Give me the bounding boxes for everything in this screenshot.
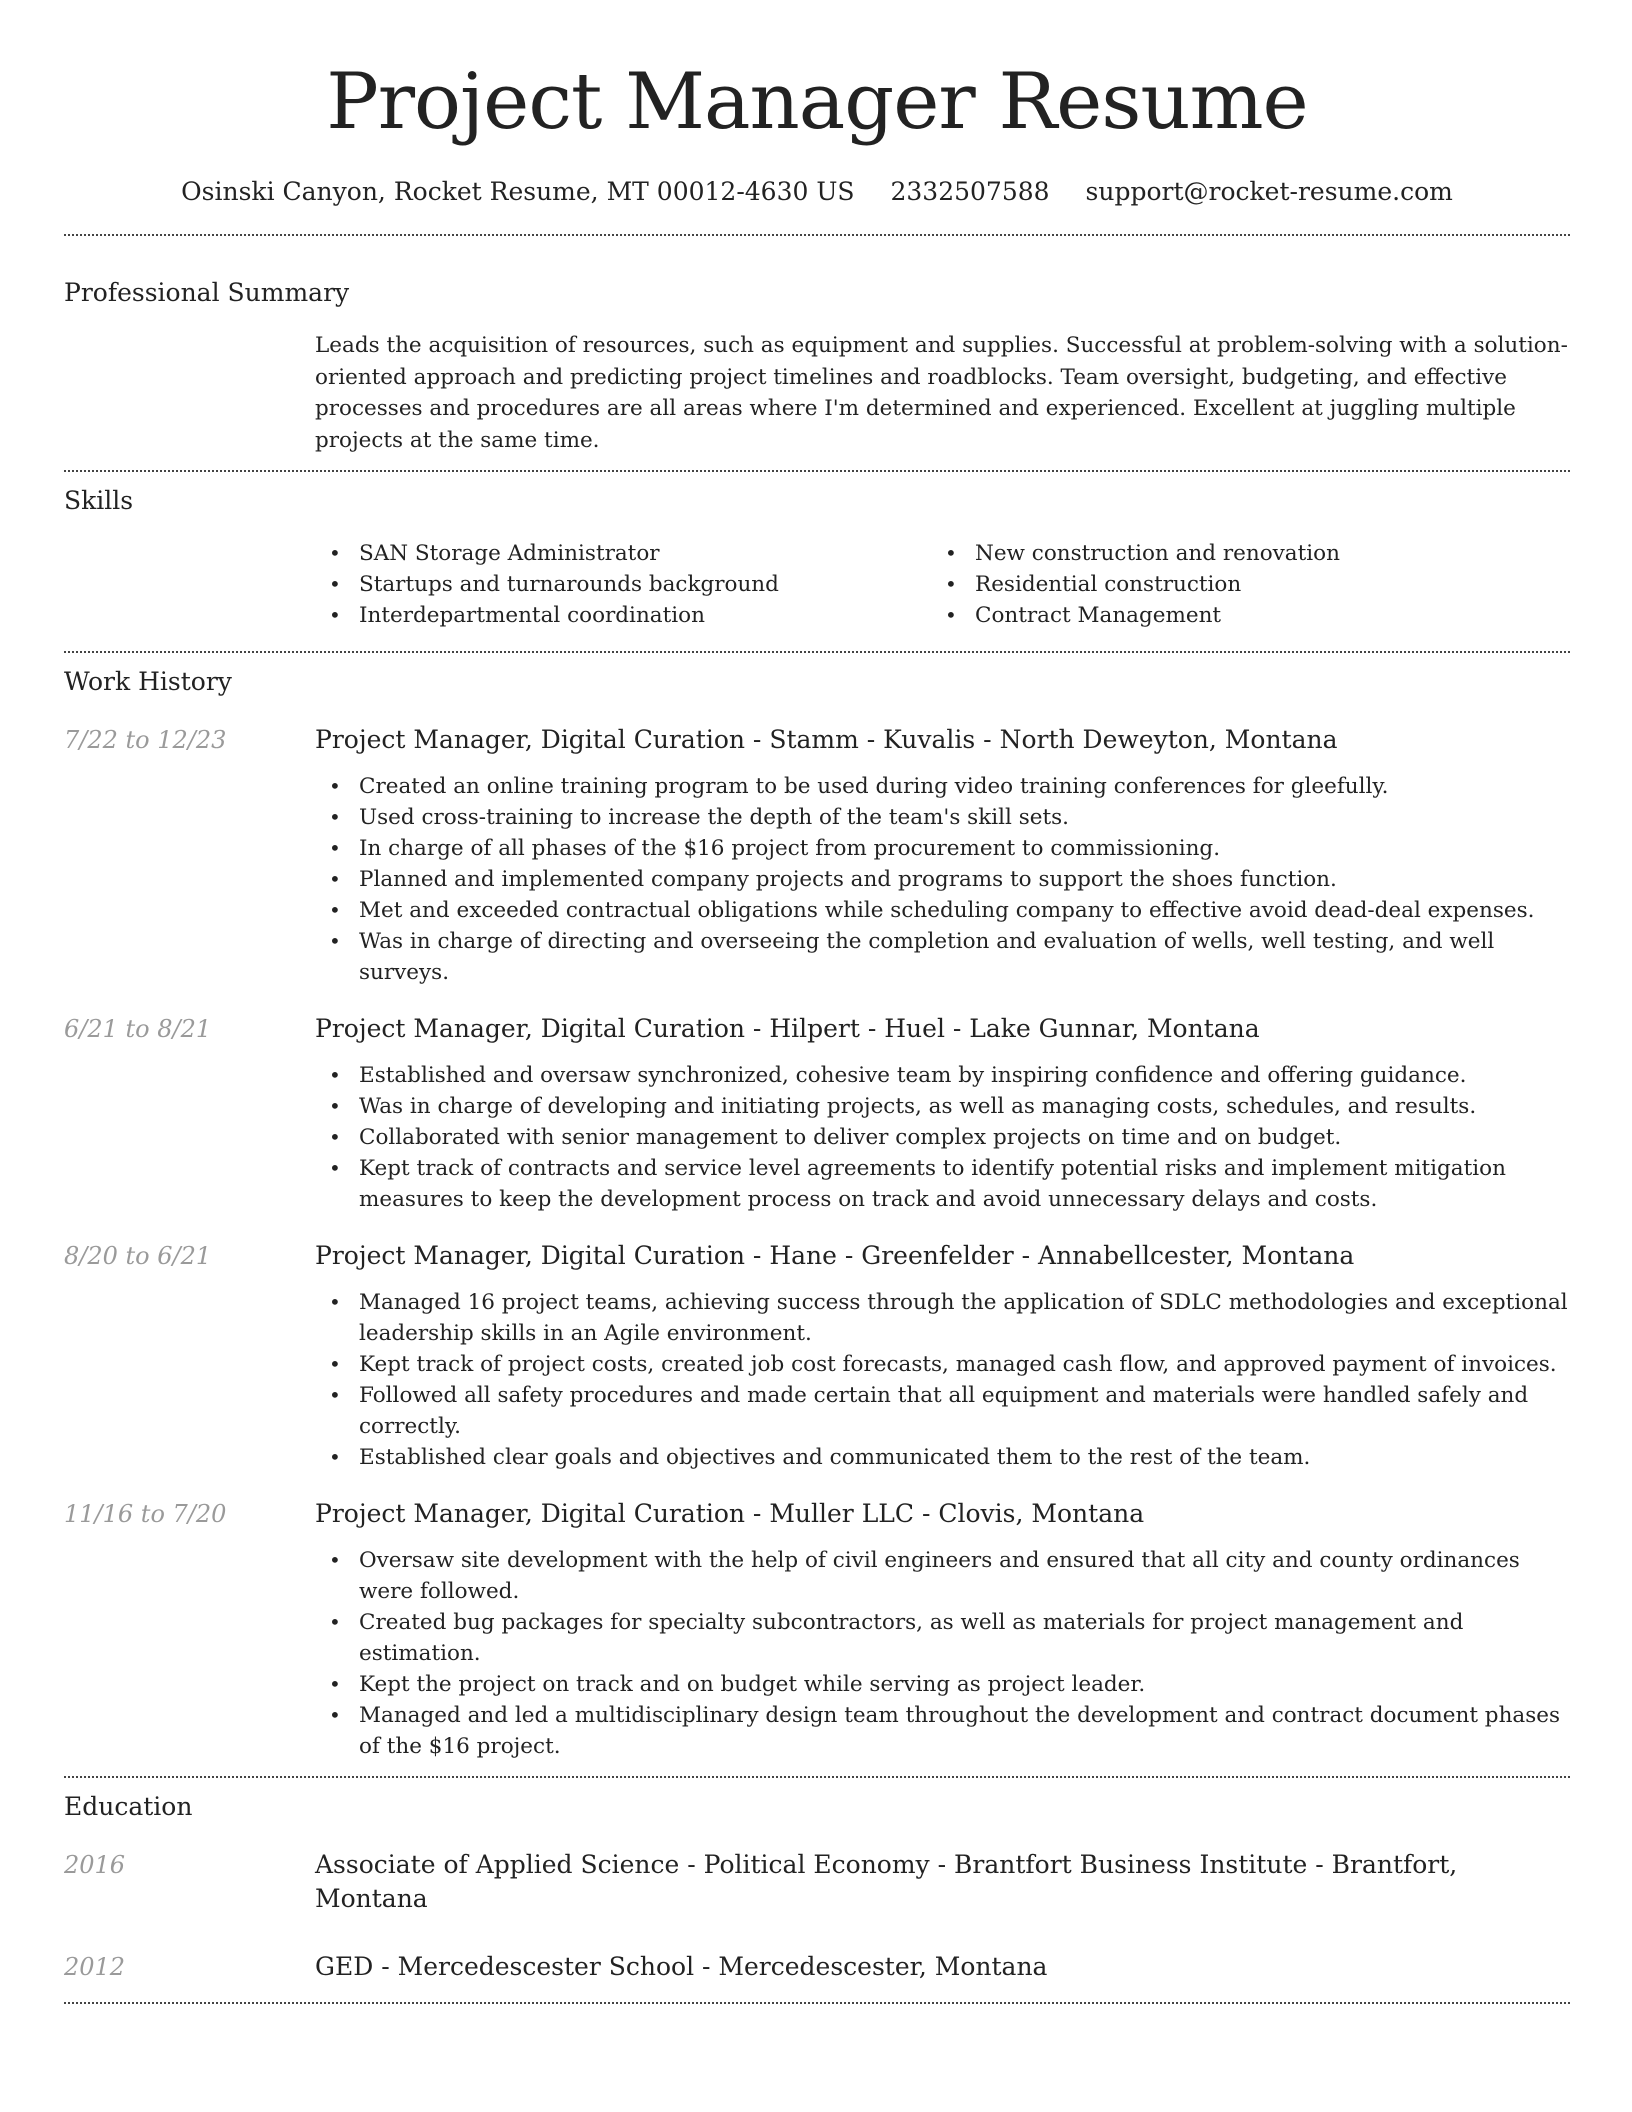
skills-list-left [315,538,931,631]
job-bullet: • Managed 16 project teams, achieving success through the application of SDLC methodologies and exceptional leadership skills in an Agile environment. [315,1287,1570,1349]
divider [64,470,1570,472]
skill-item: • Residential construction [931,569,1547,600]
job-bullets [315,1060,1570,1215]
job-dates: 8/20 to 6/21 [64,1242,212,1270]
job-title: Project Manager, Digital Curation - Muller LLC - Clovis, Montana [315,1499,1145,1528]
education-entry [64,1848,1570,1916]
resume-page [64,0,1570,2004]
skill-item: • Interdepartmental coordination [315,600,931,631]
summary-section [64,276,1570,456]
address: Osinski Canyon, Rocket Resume, MT 00012-4630 US [181,177,855,206]
skills-list-right [931,538,1547,631]
job-bullet: • Created bug packages for specialty subcontractors, as well as materials for project management and estimation. [315,1607,1570,1669]
job-entry [64,1239,1570,1473]
skill-item: • New construction and renovation [931,538,1547,569]
skill-item: • Contract Management [931,600,1547,631]
section-heading: Professional Summary [64,278,350,307]
job-header-row [64,723,1570,988]
education-text: GED - Mercedescester School - Mercedescester, Montana [315,1952,1048,1981]
education-text: Associate of Applied Science - Political Economy - Brantfort Business Institute - Brantfort, Montana [315,1850,1458,1913]
job-entry [64,1497,1570,1762]
skill-item: • SAN Storage Administrator [315,538,931,569]
section-heading: Work History [64,667,232,696]
job-header-row [64,1497,1570,1762]
education-section [64,1790,1570,1984]
job-dates: 11/16 to 7/20 [64,1500,227,1528]
job-bullet: • Followed all safety procedures and made certain that all equipment and materials were handled safely and correctly. [315,1380,1570,1442]
job-bullets [315,771,1570,988]
education-year: 2012 [64,1953,126,1981]
job-bullet: • Met and exceeded contractual obligations while scheduling company to effective avoid dead-deal expenses. [315,895,1570,926]
job-bullet: • Kept track of contracts and service level agreements to identify potential risks and implement mitigation measures to keep the development process on track and avoid unnecessary delays and costs. [315,1153,1570,1215]
job-bullet: • Used cross-training to increase the depth of the team's skill sets. [315,802,1570,833]
section-heading: Education [64,1792,193,1821]
divider [64,1776,1570,1778]
section-heading: Skills [64,486,134,515]
job-bullet: • Created an online training program to be used during video training conferences for gleefully. [315,771,1570,802]
education-entry [64,1950,1570,1984]
job-entry [64,1012,1570,1215]
job-dates: 6/21 to 8/21 [64,1015,212,1043]
job-bullet: • Oversaw site development with the help of civil engineers and ensured that all city and county ordinances were followed. [315,1545,1570,1607]
contact-line [64,174,1570,210]
education-body [315,1848,1570,1916]
education-body [315,1950,1570,1984]
divider [64,651,1570,653]
job-body [315,723,1570,988]
job-list [64,723,1570,1762]
job-bullet: • Kept the project on track and on budget while serving as project leader. [315,1669,1570,1700]
job-bullet: • Collaborated with senior management to deliver complex projects on time and on budget. [315,1122,1570,1153]
job-header-row [64,1239,1570,1473]
summary-text: Leads the acquisition of resources, such as equipment and supplies. Successful at problem-solving with a solution-oriented approach and predicting project timelines and roadblocks. Team oversight, budgeting, and effective processes and procedures are all areas where I'm determined and experienced. Excellent at juggling multiple projects at the same time. [315,333,1568,453]
job-bullet: • Managed and led a multidisciplinary design team throughout the development and contract document phases of the $16 project. [315,1700,1570,1762]
job-bullets [315,1545,1570,1762]
work-section [64,665,1570,1762]
job-bullet: • Kept track of project costs, created job cost forecasts, managed cash flow, and approved payment of invoices. [315,1349,1570,1380]
job-body [315,1497,1570,1762]
education-year: 2016 [64,1851,126,1879]
job-title: Project Manager, Digital Curation - Stamm - Kuvalis - North Deweyton, Montana [315,725,1338,754]
job-bullets [315,1287,1570,1473]
job-bullet: • Established and oversaw synchronized, cohesive team by inspiring confidence and offering guidance. [315,1060,1570,1091]
education-list [64,1848,1570,1984]
job-header-row [64,1012,1570,1215]
divider [64,234,1570,236]
job-title: Project Manager, Digital Curation - Hane - Greenfelder - Annabellcester, Montana [315,1241,1355,1270]
divider [64,2002,1570,2004]
resume-title: Project Manager Resume [326,57,1308,147]
job-body [315,1239,1570,1473]
job-body [315,1012,1570,1215]
job-bullet: • Was in charge of developing and initiating projects, as well as managing costs, schedules, and results. [315,1091,1570,1122]
job-bullet: • Planned and implemented company projects and programs to support the shoes function. [315,864,1570,895]
job-title: Project Manager, Digital Curation - Hilpert - Huel - Lake Gunnar, Montana [315,1014,1260,1043]
email: support@rocket-resume.com [1085,177,1453,206]
job-bullet: • In charge of all phases of the $16 project from procurement to commissioning. [315,833,1570,864]
job-bullet: • Established clear goals and objectives and communicated them to the rest of the team. [315,1442,1570,1473]
skill-item: • Startups and turnarounds background [315,569,931,600]
skills-section [64,484,1570,631]
job-dates: 7/22 to 12/23 [64,726,227,754]
job-entry [64,723,1570,988]
job-bullet: • Was in charge of directing and overseeing the completion and evaluation of wells, well testing, and well surveys. [315,926,1570,988]
phone: 2332507588 [890,177,1050,206]
